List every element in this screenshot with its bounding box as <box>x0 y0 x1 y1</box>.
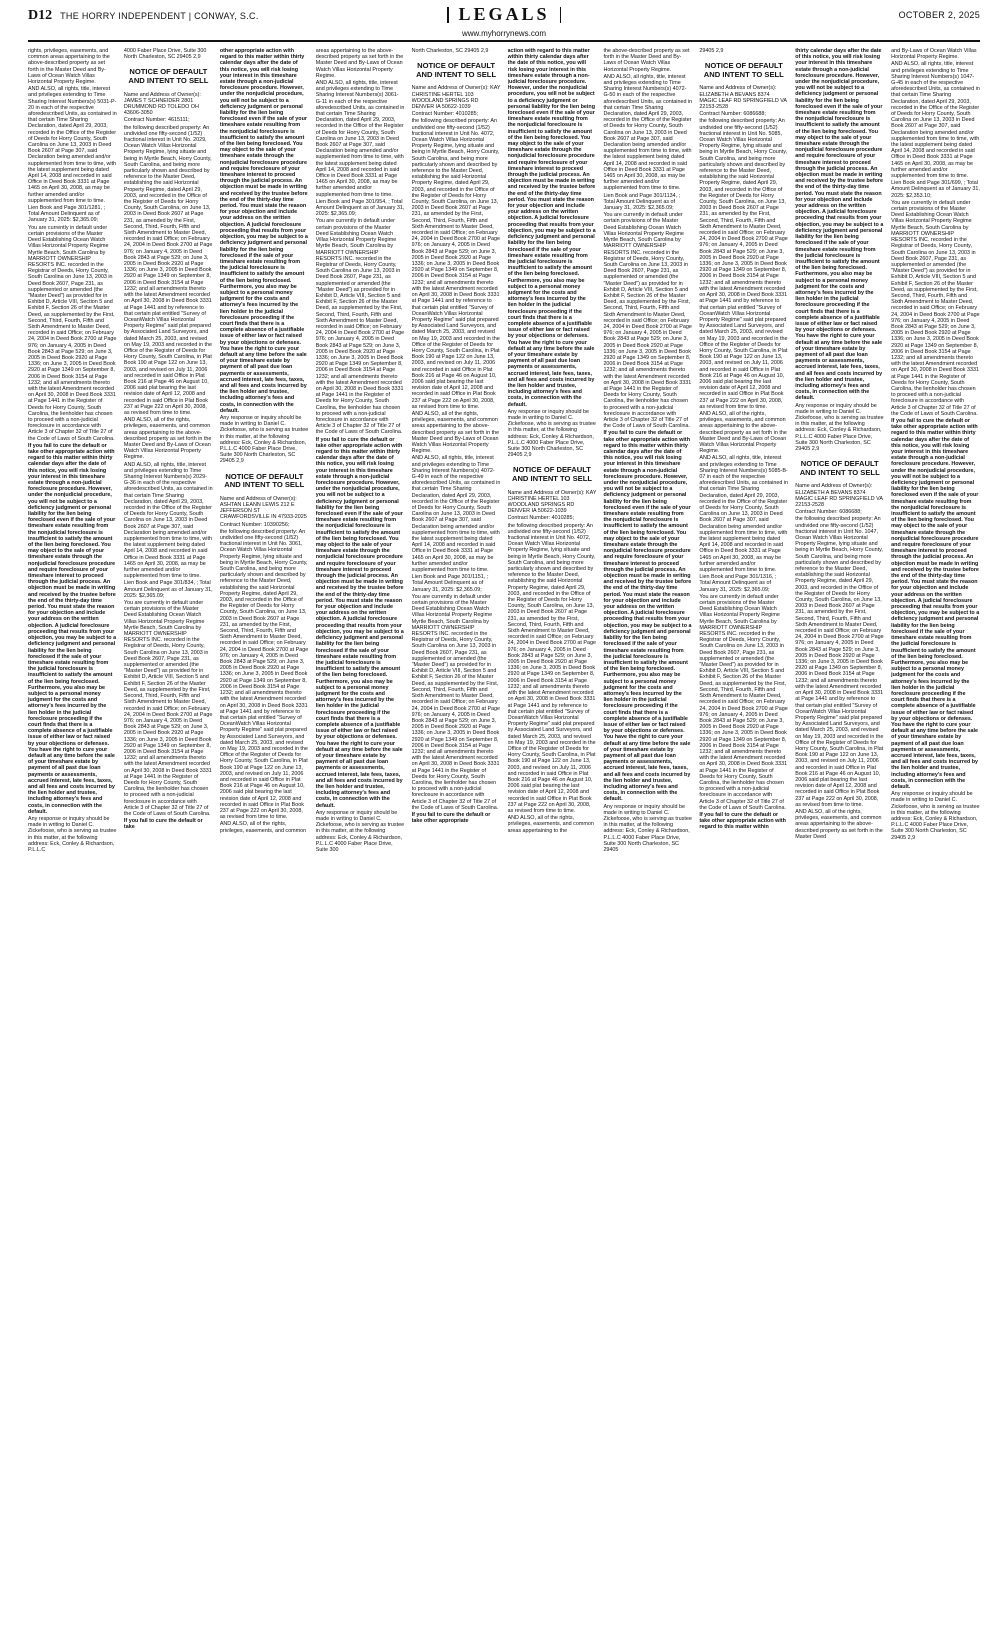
notice-warning-text: If you fail to cure the default or take other appropriate <box>411 811 491 825</box>
notice-paragraph: AND ALSO, all rights, title, interest and privileges extending to Time Sharing Interest Numbers(s) 4072-G-49 in each of the respective aforedescribed Units, as contained in that certain Time Sharing Declaration, dated April 29, 2003, recorded in the Office of the Register of Deeds for Horry County, South Carolina on June 13, 2003 in Deed Book 2607 at Page 307, said Declaration being amended and/or supplemented from time to time, with the latest supplement being dated April 14, 2008 and recorded in said Office in Deed Book 3331 at Page 1465 on April 30, 2008, as may be further amended and/or supplemented from time to time. <box>411 455 501 574</box>
notice-paragraph: Contract Number: 6086688; <box>699 111 766 118</box>
notice-paragraph: AND ALSO, all of the rights, privileges, easements, and common areas appertaining to the above-described property as set forth in the Master Deed <box>795 808 883 840</box>
notice-paragraph: Any response or inquiry should be made in writing to Daniel C. Zickefoose, who is serving as trustee in this matter, at the following address: Eck, Conley & Richardson, P.L.L.C 4000 Faber Place Drive, Suite 300 North Charleston, SC 29405 2,9 <box>219 414 309 465</box>
page-header <box>28 0 980 44</box>
notice-paragraph: Any response or inquiry should be made in writing to Daniel C. Zickefoose, who is serving as trustee in this matter, at the following address: Eck, Conley & Richardson, P.L.L.C 4000 Faber Place Drive, Suite 300 North Charleston, SC 29405 <box>603 803 692 853</box>
notice-paragraph: the following described property: An undivided one fifty-second (1/52) fractional interest in Unit No. 4072, Ocean Watch Villas Horizontal Property Regime, lying situate and being in Myrtle Beach, Horry County, South Carolina, and being more particularly shown and described by reference to the Master Deed, establishing the said Horizontal Property Regime, dated April 29, 2003, and recorded in the Office of the Register of Deeds for Horry County, South Carolina, on June 13, 2003 in Deed Book 2607 at Page 231, as amended by the First, Second, Third, Fourth, Fifth and Sixth Amendment to Master Deed, recorded in said Office; on February 24, 2004 in Deed Book 2700 at Page 976; on January 4, 2005 in Deed Book 2843 at Page 529; on June 3, 2005 in Deed Book 2920 at Page 1336; on June 3, 2005 in Deed Book 2920 at Page 1349 on September 8, 2006 in Deed Book 3154 at Page 1232; and all amendments thereto with the latest Amendment recorded on April 30, 2008 in Deed Book 3331 at Page 1441 and by reference to that certain plat entitled "Survey of OceanWatch Villas Horizontal Property Regime" said plat prepared by Associated Land Surveyors, and dated March 25, 2003, and revised on May 19, 2003 and recorded in the Office of the Register of Deeds for Horry County, South Carolina, in Plat Book 190 at Page 122 on June 13, 2003, and revised on July 11, 2006 and recorded in said Office in Plat Book 216 at Page 46 on August 10, 2006 said plat bearing the last revision date of April 12, 2008 and recorded in said Office in Plat Book 237 at Page 222 on April 30, 2008, as revised from time to time. <box>507 522 596 814</box>
notice-column-1 <box>28 48 117 1628</box>
page-number: D12 <box>28 8 53 23</box>
notice-paragraph: You are currently in default under certain provisions of the Master Deed Establishing Ocean Watch Villas Horizontal Property Regime Myrtle Beach, South Carolina by MARRIOTT OWNERSHIP RESORTS INC. recorded in the Registrar of Deeds, Horry County, South Carolina on June 13, 2003 in Deed Book 2607, Page 231, as supplemented or amended (the "Master Deed") as provided for in Exhibit D, Article VIII, Section 5 and Exhibit F, Section 26 of the Master Deed, as supplemented by the First, Second, Third, Fourth, Fifth and Sixth Amendment to Master Deed, recorded in said Office; on February 24, 2004 in Deed Book 2700 at Page 976; on January 4, 2005 in Deed Book 2843 at Page 529; on June 3, 2005 in Deed Book 2920 at Page 1336; on June 3, 2005 in Deed Book 2920 at Page 1349 on September 8, 2006 in Deed Book 3154 at Page 1232; and all amendments thereto with the latest Amendment recorded on April 30, 2008 in Deed Book 3331 at Page 1441 in the Register of Deeds for Horry County, South Carolina, the lienholder has chosen to proceed with a non-judicial foreclosure in accordance with Article 3 of Chapter 32 of Title 27 of the Code of Laws of South Carolina. <box>123 600 213 817</box>
notice-warning-text: If you fail to cure the default or take other appropriate action with regard to this matter within <box>699 811 786 831</box>
notice-paragraph: AND ALSO, all of the rights, privileges, easements, and common areas appertaining to the above-described property as set forth in the Master Deed and By-Laws of Ocean Watch Villas Horizontal Property Regime. <box>699 410 787 455</box>
notice-column-3 <box>220 48 309 1628</box>
notice-heading: NOTICE OF DEFAULT AND INTENT TO SELL <box>799 459 880 477</box>
section-bar-right <box>560 7 562 23</box>
section-label: LEGALS <box>458 4 550 24</box>
notice-paragraph: the above-described property as set forth in the Master Deed and By-Laws of Ocean Watch Villas Horizontal Property Regime. <box>603 48 690 73</box>
notice-paragraph: You are currently in default under certain provisions of the Master Deed Establishing Ocean Watch Villas Horizontal Property Regime Myrtle Beach, South Carolina by MARRIOTT OWNERSHIP RESORTS INC. recorded in the Registrar of Deeds, Horry County, South Carolina on June 13, 2003 in Deed Book 2607, Page 231, as supplemented or amended (the "Master Deed") as provided for in Exhibit D, Article VIII, Section 5 and Exhibit F, Section 26 of the Master Deed, as supplemented by the First, Second, Third, Fourth, Fifth and Sixth Amendment to Master Deed, recorded in said Office; on February 24, 2004 in Deed Book 2700 at Page 976; on January 4, 2005 in Deed Book 2843 at Page 529; on June 3, 2005 in Deed Book 2920 at Page 1336; on June 3, 2005 in Deed Book 2920 at Page 1349 on September 8, 2006 in Deed Book 3154 at Page 1232; and all amendments thereto with the latest Amendment recorded on April 30, 2008 in Deed Book 3331 at Page 1441 in the Register of Deeds for Horry County, South Carolina, the lienholder has chosen to proceed with a non-judicial foreclosure in accordance with Article 3 of Chapter 32 of Title 27 of the Code of Laws of South Carolina. <box>699 593 788 811</box>
notice-paragraph: Lien Book and Page 301/1281, ; Total Amount Delinquent as of January 31, 2025: $2,365.09; <box>28 205 106 224</box>
notice-paragraph: the following described property: An undivided one fifty-second (1/52) fractional interest in Unit No. 2029, Ocean Watch Villas Horizontal Property Regime, lying situate and being in Myrtle Beach, Horry County, South Carolina, and being more particularly shown and described by reference to the Master Deed, establishing the said Horizontal Property Regime, dated April 29, 2003, and recorded in the Office of the Register of Deeds for Horry County, South Carolina, on June 13, 2003 in Deed Book 2607 at Page 231, as amended by the First, Second, Third, Fourth, Fifth and Sixth Amendment to Master Deed, recorded in said Office; on February 24, 2004 in Deed Book 2700 at Page 976; on January 4, 2005 in Deed Book 2843 at Page 529; on June 3, 2005 in Deed Book 2920 at Page 1336; on June 3, 2005 in Deed Book 2920 at Page 1349 on September 8, 2006 in Deed Book 3154 at Page 1232; and all amendments thereto with the latest Amendment recorded on April 30, 2008 in Deed Book 3331 at Page 1441 and by reference to that certain plat entitled "Survey of OceanWatch Villas Horizontal Property Regime" said plat prepared by Associated Land Surveyors, and dated March 25, 2003, and revised on May 19, 2003 and recorded in the Office of the Register of Deeds for Horry County, South Carolina, in Plat Book 190 at Page 122 on June 13, 2003, and revised on July 11, 2006 and recorded in said Office in Plat Book 216 at Page 46 on August 10, 2006 said plat bearing the last revision date of April 12, 2008 and recorded in said Office in Plat Book 237 at Page 222 on April 30, 2008, as revised from time to time. <box>123 124 213 416</box>
notice-paragraph: AND ALSO, all of the rights, privileges, easements, and common areas appertaining to the above-described property as set forth in the Master Deed and By-Laws of Ocean Watch Villas Horizontal Property Regime. <box>411 410 500 455</box>
notice-paragraph: Lien Book and Page 301/834, ; Total Amount Delinquent as of January 31, 2025: $2,365.09; <box>123 580 213 599</box>
notice-paragraph: Name and Address of Owner(s): KAY CHRISTINE HERTEL 103 WOODLAND SPRINGS RD DENVER IA 50622-1039 <box>411 85 501 110</box>
section-title <box>447 4 561 25</box>
notice-paragraph: AND ALSO, all rights, title, interest and privileges extending to Time Sharing Interest Numbers(s) 3061-G-11 in each of the respective aforedescribed Units, as contained in that certain Time Sharing Declaration, dated April 29, 2003, recorded in the Office of the Register of Deeds for Horry County, South Carolina on June 13, 2003 in Deed Book 2607 at Page 307, said Declaration being amended and/or supplemented from time to time, with the latest supplement being dated April 14, 2008 and recorded in said Office in Deed Book 3331 at Page 1465 on April 30, 2008, as may be further amended and/or supplemented from time to time. <box>315 80 405 198</box>
notice-paragraph: 29405 2,9 <box>699 48 724 54</box>
notice-paragraph: Lien Book and Page 301/954, ; Total Amount Delinquent as of January 31, 2025: $2,365.09; <box>315 198 405 218</box>
notice-warning-text: If you fail to cure the default or take other appropriate action with regard to this matter within thirty calendar days after the date of this notice, you will risk losing your interest in this timeshare estate through a non-judicial foreclosure procedure. However, under the nonjudicial procedure, you will not be subject to a deficiency judgment or personal liability for the lien being foreclosed even if the sale of your timeshare estate resulting from the nonjudicial foreclosure is insufficient to satisfy the amount of the lien being foreclosed. You may object to the sale of your timeshare estate through the nonjudicial foreclosure procedure and require foreclosure of your timeshare interest to proceed through the judicial process. An objection must be made in writing and received by the trustee before the end of the thirty-day time period. You must state the reason for your objection and include your address on the written objection. A judicial foreclosure proceeding that results from your objection, you may be subject to a deficiency judgment and personal liability for the lien being foreclosed if the sale of your timeshare estate resulting from the judicial foreclosure is insufficient to satisfy the amount of the lien being foreclosed. Furthermore, you also may be subject to a personal money judgment for the costs and attorney's fees incurred by the lien holder in the judicial foreclosure proceeding if the court finds that there is a complete absence of a justifiable issue of either law or fact raised by your objections or defenses. You have the right to cure your default at any time before the sale of your timeshare estate by payment of all past due loan payments or assessments, accrued interest, late fees, taxes, and all fees and costs incurred by the lien holder and trustee, including attorney's fees and costs, in connection with the default. <box>28 442 117 815</box>
notice-paragraph: AND ALSO, all of the rights, privileges, easements, and common areas appertaining to the <box>507 815 594 834</box>
notice-paragraph: the following described property: An undivided one fifty-second (1/52) fractional interest in Unit No. 4072, Ocean Watch Villas Horizontal Property Regime, lying situate and being in Myrtle Beach, Horry County, South Carolina, and being more particularly shown and described by reference to the Master Deed, establishing the said Horizontal Property Regime, dated April 29, 2003, and recorded in the Office of the Register of Deeds for Horry County, South Carolina, on June 13, 2003 in Deed Book 2607 at Page 231, as amended by the First, Second, Third, Fourth, Fifth and Sixth Amendment to Master Deed, recorded in said Office; on February 24, 2004 in Deed Book 2700 at Page 976; on January 4, 2005 in Deed Book 2843 at Page 529; on June 3, 2005 in Deed Book 2920 at Page 1336; on June 3, 2005 in Deed Book 2920 at Page 1349 on September 8, 2006 in Deed Book 3154 at Page 1232; and all amendments thereto with the latest Amendment recorded on April 30, 2008 in Deed Book 3331 at Page 1441 and by reference to that certain plat entitled "Survey of OceanWatch Villas Horizontal Property Regime" said plat prepared by Associated Land Surveyors, and dated March 25, 2003, and revised on May 19, 2003 and recorded in the Office of the Register of Deeds for Horry County, South Carolina, in Plat Book 190 at Page 122 on June 13, 2003, and revised on July 11, 2006 and recorded in said Office in Plat Book 216 at Page 46 on August 10, 2006 said plat bearing the last revision date of April 12, 2008 and recorded in said Office in Plat Book 237 at Page 222 on April 30, 2008, as revised from time to time. <box>411 118 501 410</box>
notice-paragraph: Lien Book and Page 301/1151, ; Total Amount Delinquent as of January 31, 2025: $2,365.09; <box>411 574 489 593</box>
notice-paragraph: Name and Address of Owner(s): ASHTAN LEANN LEWIS 212 E JEFFERSON ST CRAWFORDSVILLE IN 47933-2025 <box>219 495 307 521</box>
notice-warning-text: If you fail to cure the default or take other appropriate action with regard to this matter within thirty calendar days after the date of this notice, you will risk losing your interest in this timeshare estate through a non-judicial foreclosure procedure. However, under the nonjudicial procedure, you will not be subject to a deficiency judgment or personal liability for the lien being foreclosed even if the sale of your timeshare estate resulting from the nonjudicial foreclosure is insufficient to satisfy the amount of the lien being foreclosed. You may object to the sale of your timeshare estate through the nonjudicial foreclosure procedure and require foreclosure of your timeshare interest to proceed through the judicial process. An objection must be made in writing and received by the trustee before the end of the thirty-day time period. You must state the reason for your objection and include your address on the written objection. A judicial foreclosure proceeding that results from your objection, you may be subject to a deficiency judgment and personal liability for the lien being foreclosed if the sale of your timeshare estate resulting from the judicial foreclosure is insufficient to satisfy the amount of the lien being foreclosed. Furthermore, you also may be subject to a personal money judgment for the costs and attorney's fees incurred by the lien holder in the judicial foreclosure proceeding if the court finds that there is a complete absence of a justifiable issue of either law or fact raised by your objections or defenses. You have the right to cure your default at any time before the sale of your timeshare estate by payment of all past due loan payments or assessments, accrued interest, late fees, taxes, and all fees and costs incurred by the lien holder and trustee, including attorney's fees and costs, in connection with the default. <box>603 430 692 803</box>
paper-name: THE HORRY INDEPENDENT | CONWAY, S.C. <box>60 11 259 21</box>
notice-paragraph: AND ALSO, all rights, title, interest and privileges extending to Time Sharing Interest Numbers(s) 4072-G-50 in each of the respective aforedescribed Units, as contained in that certain Time Sharing Declaration, dated April 29, 2003, recorded in the Office of the Register of Deeds for Horry County, South Carolina on June 13, 2003 in Deed Book 2607 at Page 307, said Declaration being amended and/or supplemented from time to time, with the latest supplement being dated April 14, 2008 and recorded in said Office in Deed Book 3331 at Page 1465 on April 30, 2008, as may be further amended and/or supplemented from time to time. <box>603 73 693 192</box>
notice-paragraph: areas appertaining to the above-described property as set forth in the Master Deed and By-Laws of Ocean Watch Villas Horizontal Property Regime. <box>315 48 404 79</box>
notice-paragraph: Any response or inquiry should be made in writing to Daniel C. Zickefoose, who is serving as trustee in this matter, at the following address: Eck, Conley & Richardson, P.L.L.C <box>28 815 117 853</box>
notice-paragraph: Contract Number: 4010285; <box>507 515 575 522</box>
notice-paragraph: Name and Address of Owner(s): ELIZABETH A BEVANS 8374 MAGIC LEAF RD SPRINGFIELD VA 22153-2528 <box>699 85 787 110</box>
legal-columns <box>28 48 980 1628</box>
notice-warning-text: If you fail to cure the default or take other appropriate action with regard to this matter within thirty calendar days after the date of this notice, you will risk losing your interest in this timeshare estate through a non-judicial foreclosure procedure. However, under the nonjudicial procedure, you will not be subject to a deficiency judgment or personal liability for the lien being foreclosed even if the sale of your timeshare estate resulting from the nonjudicial foreclosure is insufficient to satisfy the amount of the lien being foreclosed. You may object to the sale of your timeshare estate through the nonjudicial foreclosure procedure and require foreclosure of your timeshare interest to proceed through the judicial process. An objection must be made in writing and received by the trustee before the end of the thirty-day time period. You must state the reason for your objection and include your address on the written objection. A judicial foreclosure proceeding that results from your objection, you may be subject to a deficiency judgment and personal liability for the lien being foreclosed if the sale of your timeshare estate resulting from the judicial foreclosure is insufficient to satisfy the amount of the lien being foreclosed. Furthermore, you also may be subject to a personal money judgment for the costs and attorney's fees incurred by the lien holder in the judicial foreclosure proceeding if the court finds that there is a complete absence of a justifiable issue of either law or fact raised by your objections or defenses. You have the right to cure your default at any time before the sale of your timeshare estate by payment of all past due loan payments or assessments, accrued interest, late fees, taxes, and all fees and costs incurred by the lien holder and trustee, including attorney's fees and costs, in connection with the default. <box>315 436 404 809</box>
section-bar-left <box>447 7 449 23</box>
notice-paragraph: AND ALSO, all rights, title, interest and privileges extending to Time Sharing Interest Numbers(s) 5031-P-20 in each of the respective aforedescribed Units, as contained in that certain Time Sharing Declaration, dated April 29, 2003, recorded in the Office of the Register of Deeds for Horry County, South Carolina on June 13, 2003 in Deed Book 2607 at Page 307, said Declaration being amended and/or supplemented from time to time, with the latest supplement being dated April 14, 2008 and recorded in said Office in Deed Book 3331 at Page 1465 on April 30, 2008, as may be further amended and/or supplemented from time to time. <box>28 86 117 204</box>
notice-column-9 <box>795 48 884 1628</box>
notice-paragraph: Contract Number: 4615111; <box>123 117 190 124</box>
notice-paragraph: rights, privileges, easements, and common areas appertaining to the above-described property as set forth in the Master Deed and By-Laws of Ocean Watch Villas Horizontal Property Regime. <box>28 48 110 86</box>
header-left <box>28 8 259 24</box>
notice-paragraph: AND ALSO, all of the rights, privileges, easements, and common areas appertaining to the above-described property as set forth in the Master Deed and By-Laws of Ocean Watch Villas Horizontal Property Regime. <box>123 417 212 461</box>
notice-heading: NOTICE OF DEFAULT AND INTENT TO SELL <box>511 465 592 483</box>
notice-heading: NOTICE OF DEFAULT AND INTENT TO SELL <box>416 61 497 79</box>
notice-paragraph: and By-Laws of Ocean Watch Villas Horizontal Property Regime. <box>891 48 977 61</box>
notice-paragraph: AND ALSO, all rights, title, interest and privileges extending to Time Sharing Interest Numbers(s) 5085-B-07 in each of the respective aforedescribed Units, as contained in that certain Time Sharing Declaration, dated April 29, 2003, recorded in the Office of the Register of Deeds for Horry County, South Carolina on June 13, 2003 in Deed Book 2607 at Page 307, said Declaration being amended and/or supplemented from time to time, with the latest supplement being dated April 14, 2008 and recorded in said Office in Deed Book 3331 at Page 1465 on April 30, 2008, as may be further amended and/or supplemented from time to time. <box>699 455 789 574</box>
notice-paragraph: Name and Address of Owner(s): KAY CHRISTINE HERTEL 103 WOODLAND SPRINGS RD DENVER IA 50622-1039 <box>507 489 597 515</box>
notice-paragraph: Contract Number: 10390256; <box>219 521 290 528</box>
notice-column-7 <box>603 48 692 1628</box>
notice-column-6 <box>508 48 597 1628</box>
notice-paragraph: Any response or inquiry should be made in writing to Daniel C. Zickefoose, who is serving as trustee in this matter, at the following address: Eck, Conley & Richardson, P.L.L.C 4000 Faber Place Drive, Suite 300 North Charleston, SC 29405 2,9 <box>795 402 884 452</box>
notice-column-4 <box>316 48 405 1628</box>
notice-warning-text: other appropriate action with regard to this matter within thirty calendar days after the date of this notice, you will risk losing your interest in this timeshare estate through a non-judicial foreclosure procedure. However, under the nonjudicial procedure, you will not be subject to a deficiency judgment or personal liability for the lien being foreclosed even if the sale of your timeshare estate resulting from the nonjudicial foreclosure is insufficient to satisfy the amount of the lien being foreclosed. You may object to the sale of your timeshare estate through the nonjudicial foreclosure procedure and require foreclosure of your timeshare interest to proceed through the judicial process. An objection must be made in writing and received by the trustee before the end of the thirty-day time period. You must state the reason for your objection and include your address on the written objection. A judicial foreclosure proceeding that results from your objection, you may be subject to a deficiency judgment and personal liability for the lien being foreclosed if the sale of your timeshare estate resulting from the judicial foreclosure is insufficient to satisfy the amount of the lien being foreclosed. Furthermore, you also may be subject to a personal money judgment for the costs and attorney's fees incurred by the lien holder in the judicial foreclosure proceeding if the court finds that there is a complete absence of a justifiable issue of either law or fact raised by your objections or defenses. You have the right to cure your default at any time before the sale of your timeshare estate by payment of all past due loan payments or assessments, accrued interest, late fees, taxes, and all fees and costs incurred by the lien holder and trustee, including attorney's fees and costs, in connection with the default. <box>219 48 308 414</box>
notice-paragraph: the following described property: An undivided one fifty-second (1/52) fractional interest in Unit No. 3061, Ocean Watch Villas Horizontal Property Regime, lying situate and being in Myrtle Beach, Horry County, South Carolina, and being more particularly shown and described by reference to the Master Deed, establishing the said Horizontal Property Regime, dated April 29, 2003, and recorded in the Office of the Register of Deeds for Horry County, South Carolina, on June 13, 2003 in Deed Book 2607 at Page 231, as amended by the First, Second, Third, Fourth, Fifth and Sixth Amendment to Master Deed, recorded in said Office; on February 24, 2004 in Deed Book 2700 at Page 976; on January 4, 2005 in Deed Book 2843 at Page 529; on June 3, 2005 in Deed Book 2920 at Page 1336; on June 3, 2005 in Deed Book 2920 at Page 1349 on September 8, 2006 in Deed Book 3154 at Page 1232; and all amendments thereto with the latest Amendment recorded on April 30, 2008 in Deed Book 3331 at Page 1441 and by reference to that certain plat entitled "Survey of OceanWatch Villas Horizontal Property Regime" said plat prepared by Associated Land Surveyors, and dated March 25, 2003, and revised on May 19, 2003 and recorded in the Office of the Register of Deeds for Horry County, South Carolina, in Plat Book 190 at Page 122 on June 13, 2003, and revised on July 11, 2006 and recorded in said Office in Plat Book 216 at Page 46 on August 10, 2006 said plat bearing the last revision date of April 12, 2008 and recorded in said Office in Plat Book 237 at Page 222 on April 30, 2008, as revised from time to time. <box>219 528 309 821</box>
notice-warning-text: thirty calendar days after the date of this notice, you will risk losing your interest in this timeshare estate through a non-judicial foreclosure procedure. However, under the nonjudicial procedure, you will not be subject to a deficiency judgment or personal liability for the lien being foreclosed even if the sale of your timeshare estate resulting from the nonjudicial foreclosure is insufficient to satisfy the amount of the lien being foreclosed. You may object to the sale of your timeshare estate through the nonjudicial foreclosure procedure and require foreclosure of your timeshare interest to proceed through the judicial process. An objection must be made in writing and received by the trustee before the end of the thirty-day time period. You must state the reason for your objection and include your address on the written objection. A judicial foreclosure proceeding that results from your objection, you may be subject to a deficiency judgment and personal liability for the lien being foreclosed if the sale of your timeshare estate resulting from the judicial foreclosure is insufficient to satisfy the amount of the lien being foreclosed. Furthermore, you also may be subject to a personal money judgment for the costs and attorney's fees incurred by the lien holder in the judicial foreclosure proceeding if the court finds that there is a complete absence of a justifiable issue of either law or fact raised by your objections or defenses. You have the right to cure your default at any time before the sale of your timeshare estate by payment of all past due loan payments or assessments, accrued interest, late fees, taxes, and all fees and costs incurred by the lien holder and trustee, including attorney's fees and costs, in connection with the default. <box>795 48 884 402</box>
header-rule <box>28 40 980 42</box>
notice-paragraph: Lien Book and Page 301/1316, ; Total Amount Delinquent as of January 31, 2025: $2,365.09; <box>699 574 777 593</box>
notice-column-8 <box>699 48 788 1628</box>
notice-column-5 <box>412 48 501 1628</box>
notice-paragraph: AND ALSO, all rights, title, interest and privileges extending to Time Sharing Interest Numbers(s) 1047-G-45 in each of the respective aforedescribed Units, as contained in that certain Time Sharing Declaration, dated April 29, 2003, recorded in the Office of the Register of Deeds for Horry County, South Carolina on June 13, 2003 in Deed Book 2607 at Page 307, said Declaration being amended and/or supplemented from time to time, with the latest supplement being dated April 14, 2008 and recorded in said Office in Deed Book 3331 at Page 1465 on April 30, 2008, as may be further amended and/or supplemented from time to time. <box>891 61 980 180</box>
notice-heading: NOTICE OF DEFAULT AND INTENT TO SELL <box>703 61 784 79</box>
notice-paragraph: Contract Number: 4010285; <box>411 111 479 118</box>
notice-paragraph: You are currently in default under certain provisions of the Master Deed Establishing Ocean Watch Villas Horizontal Property Regime Myrtle Beach, South Carolina by MARRIOTT OWNERSHIP RESORTS INC. recorded in the Registrar of Deeds, Horry County, South Carolina on June 13, 2003 in Deed Book 2607, Page 231, as supplemented or amended (the "Master Deed") as provided for in Exhibit D, Article VIII, Section 5 and Exhibit F, Section 26 of the Master Deed, as supplemented by the First, Second, Third, Fourth, Fifth and Sixth Amendment to Master Deed, recorded in said Office; on February 24, 2004 in Deed Book 2700 at Page 976; on January 4, 2005 in Deed Book 2843 at Page 529; on June 3, 2005 in Deed Book 2920 at Page 1336; on June 3, 2005 in Deed Book 2920 at Page 1349 on September 8, 2006 in Deed Book 3154 at Page 1232; and all amendments thereto with the latest Amendment recorded on April 30, 2008 in Deed Book 3331 at Page 1441 in the Register of Deeds for Horry County, South Carolina, the lienholder has chosen to proceed with a non-judicial foreclosure in accordance with Article 3 of Chapter 32 of Title 27 of the Code of Laws of South Carolina. <box>891 199 980 417</box>
notice-paragraph: Lien Book and Page 301/1134, ; Total Amount Delinquent as of January 31, 2025: $2,365.09; <box>603 192 681 212</box>
notice-paragraph: Name and Address of Owner(s): JAMES T SCHNEIDER 2801 DRUMMOND RD TOLEDO OH 43606-3050 <box>123 91 201 117</box>
notice-heading: NOTICE OF DEFAULT AND INTENT TO SELL <box>128 67 209 85</box>
notice-paragraph: the following described property: An undivided one fifty-second (1/52) fractional interest in Unit No. 1047, Ocean Watch Villas Horizontal Property Regime, lying situate and being in Myrtle Beach, Horry County, South Carolina, and being more particularly shown and described by reference to the Master Deed, establishing the said Horizontal Property Regime, dated April 29, 2003, and recorded in the Office of the Register of Deeds for Horry County, South Carolina, on June 13, 2003 in Deed Book 2607 at Page 231, as amended by the First, Second, Third, Fourth, Fifth and Sixth Amendment to Master Deed, recorded in said Office; on February 24, 2004 in Deed Book 2700 at Page 976; on January 4, 2005 in Deed Book 2843 at Page 529; on June 3, 2005 in Deed Book 2920 at Page 1336; on June 3, 2005 in Deed Book 2920 at Page 1349 on September 8, 2006 in Deed Book 3154 at Page 1232; and all amendments thereto with the latest Amendment recorded on April 30, 2008 in Deed Book 3331 at Page 1441 and by reference to that certain plat entitled "Survey of OceanWatch Villas Horizontal Property Regime" said plat prepared by Associated Land Surveyors, and dated March 25, 2003, and revised on May 19, 2003 and recorded in the Office of the Register of Deeds for Horry County, South Carolina, in Plat Book 190 at Page 122 on June 13, 2003, and revised on July 11, 2006 and recorded in said Office in Plat Book 216 at Page 46 on August 10, 2006 said plat bearing the last revision date of April 12, 2008 and recorded in said Office in Plat Book 237 at Page 222 on April 30, 2008, as revised from time to time. <box>795 516 884 808</box>
notice-paragraph: You are currently in default under certain provisions of the Master Deed Establishing Ocean Watch Villas Horizontal Property Regime Myrtle Beach, South Carolina by MARRIOTT OWNERSHIP RESORTS INC. recorded in the Registrar of Deeds, Horry County, South Carolina on June 13, 2003 in Deed Book 2607, Page 231, as supplemented or amended (the "Master Deed") as provided for in Exhibit D, Article VIII, Section 5 and Exhibit F, Section 26 of the Master Deed, as supplemented by the First, Second, Third, Fourth, Fifth and Sixth Amendment to Master Deed, recorded in said Office; on February 24, 2004 in Deed Book 2700 at Page 976; on January 4, 2005 in Deed Book 2843 at Page 529; on June 3, 2005 in Deed Book 2920 at Page 1336; on June 3, 2005 in Deed Book 2920 at Page 1349 on September 8, 2006 in Deed Book 3154 at Page 1232; and all amendments thereto with the latest Amendment recorded on April 30, 2008 in Deed Book 3331 at Page 1441 in the Register of Deeds for Horry County, South Carolina, the lienholder has chosen to proceed with a non-judicial foreclosure in accordance with Article 3 of Chapter 32 of Title 27 of the Code of Laws of South Carolina. <box>411 593 501 811</box>
notice-paragraph: Any response or inquiry should be made in writing to Daniel C. Zickefoose, who is serving as trustee in this matter, at the following address: Eck, Conley & Richardson, P.L.L.C 4000 Faber Place Drive, Suite 300 <box>315 809 405 853</box>
notice-paragraph: Contract Number: 6086688; <box>795 509 862 516</box>
notice-paragraph: Any response or inquiry should be made in writing to Daniel C. Zickefoose, who is serving as trustee in this matter, at the following address: Eck, Conley & Richardson, P.L.L.C 4000 Faber Place Drive, Suite 300 North Charleston, SC 29405 2,9 <box>891 791 980 841</box>
notice-paragraph: AND ALSO, all of the rights, privileges, easements, and common <box>219 821 307 834</box>
notice-warning-text: If you fail to cure the default or take <box>123 818 203 831</box>
notice-paragraph: North Charleston, SC 29405 2,9 <box>411 48 489 54</box>
notice-paragraph: You are currently in default under certain provisions of the Master Deed Establishing Ocean Watch Villas Horizontal Property Regime Myrtle Beach, South Carolina by MARRIOTT OWNERSHIP RESORTS INC. recorded in the Registrar of Deeds, Horry County, South Carolina on June 13, 2003 in Deed Book 2607, Page 231, as supplemented or amended (the "Master Deed") as provided for in Exhibit D, Article VIII, Section 5 and Exhibit F, Section 26 of the Master Deed, as supplemented by the First, Second, Third, Fourth, Fifth and Sixth Amendment to Master Deed, recorded in said Office; on February 24, 2004 in Deed Book 2700 at Page 976; on January 4, 2005 in Deed Book 2843 at Page 529; on June 3, 2005 in Deed Book 2920 at Page 1336; on June 3, 2005 in Deed Book 2920 at Page 1349 on September 8, 2006 in Deed Book 3154 at Page 1232; and all amendments thereto with the latest Amendment recorded on April 30, 2008 in Deed Book 3331 at Page 1441 in the Register of Deeds for Horry County, South Carolina, the lienholder has chosen to proceed with a non-judicial foreclosure in accordance with Article 3 of Chapter 32 of Title 27 of the Code of Laws of South Carolina. <box>603 212 692 430</box>
notice-paragraph: You are currently in default under certain provisions of the Master Deed Establishing Ocean Watch Villas Horizontal Property Regime Myrtle Beach, South Carolina by MARRIOTT OWNERSHIP RESORTS INC. recorded in the Registrar of Deeds, Horry County, South Carolina on June 13, 2003 in Deed Book 2607, Page 231, as supplemented or amended (the "Master Deed") as provided for in Exhibit D, Article VIII, Section 5 and Exhibit F, Section 26 of the Master Deed, as supplemented by the First, Second, Third, Fourth, Fifth and Sixth Amendment to Master Deed, recorded in said Office; on February 24, 2004 in Deed Book 2700 at Page 976; on January 4, 2005 in Deed Book 2843 at Page 529; on June 3, 2005 in Deed Book 2920 at Page 1336; on June 3, 2005 in Deed Book 2920 at Page 1349 on September 8, 2006 in Deed Book 3154 at Page 1232; and all amendments thereto with the latest Amendment recorded on April 30, 2008 in Deed Book 3331 at Page 1441 in the Register of Deeds for Horry County, South Carolina, the lienholder has chosen to proceed with a non-judicial foreclosure in accordance with Article 3 of Chapter 32 of Title 27 of the Code of Laws of South Carolina. <box>315 218 405 436</box>
notice-paragraph: Name and Address of Owner(s): ELIZABETH A BEVANS 8374 MAGIC LEAF RD SPRINGFIELD VA 22153-2528 <box>795 483 883 508</box>
notice-warning-text: If you fail to cure the default or take other appropriate action with regard to this matter within thirty calendar days after the date of this notice, you will risk losing your interest in this timeshare estate through a non-judicial foreclosure procedure. However, under the nonjudicial procedure, you will not be subject to a deficiency judgment or personal liability for the lien being foreclosed even if the sale of your timeshare estate resulting from the nonjudicial foreclosure is insufficient to satisfy the amount of the lien being foreclosed. You may object to the sale of your timeshare estate through the nonjudicial foreclosure procedure and require foreclosure of your timeshare interest to proceed through the judicial process. An objection must be made in writing and received by the trustee before the end of the thirty-day time period. You must state the reason for your objection and include your address on the written objection. A judicial foreclosure proceeding that results from your objection, you may be subject to a deficiency judgment and personal liability for the lien being foreclosed if the sale of your timeshare estate resulting from the judicial foreclosure is insufficient to satisfy the amount of the lien being foreclosed. Furthermore, you also may be subject to a personal money judgment for the costs and attorney's fees incurred by the lien holder in the judicial foreclosure proceeding if the court finds that there is a complete absence of a justifiable issue of either law or fact raised by your objections or defenses. You have the right to cure your default at any time before the sale of your timeshare estate by payment of all past due loan payments or assessments, accrued interest, late fees, taxes, and all fees and costs incurred by the lien holder and trustee, including attorney's fees and costs, in connection with the default. <box>891 417 980 790</box>
notice-paragraph: You are currently in default under certain provisions of the Master Deed Establishing Ocean Watch Villas Horizontal Property Regime Myrtle Beach, South Carolina by MARRIOTT OWNERSHIP RESORTS INC. recorded in the Registrar of Deeds, Horry County, South Carolina on June 13, 2003 in Deed Book 2607, Page 231, as supplemented or amended (the "Master Deed") as provided for in Exhibit D, Article VIII, Section 5 and Exhibit F, Section 26 of the Master Deed, as supplemented by the First, Second, Third, Fourth, Fifth and Sixth Amendment to Master Deed, recorded in said Office; on February 24, 2004 in Deed Book 2700 at Page 976; on January 4, 2005 in Deed Book 2843 at Page 529; on June 3, 2005 in Deed Book 2920 at Page 1336; on June 3, 2005 in Deed Book 2920 at Page 1349 on September 8, 2006 in Deed Book 3154 at Page 1232; and all amendments thereto with the latest Amendment recorded on April 30, 2008 in Deed Book 3331 at Page 1441 in the Register of Deeds for Horry County, South Carolina, the lienholder has chosen to proceed with a non-judicial foreclosure in accordance with Article 3 of Chapter 32 of Title 27 of the Code of Laws of South Carolina. <box>28 224 117 442</box>
notice-paragraph: AND ALSO, all rights, title, interest and privileges extending to Time Sharing Interest Numbers(s) 2029-G-36 in each of the respective aforedescribed Units, as contained in that certain Time Sharing Declaration, dated April 29, 2003, recorded in the Office of the Register of Deeds for Horry County, South Carolina on June 13, 2003 in Deed Book 2607 at Page 307, said Declaration being amended and/or supplemented from time to time, with the latest supplement being dated April 14, 2008 and recorded in said Office in Deed Book 3331 at Page 1465 on April 30, 2008, as may be further amended and/or supplemented from time to time. <box>123 461 213 580</box>
notice-paragraph: 4000 Faber Place Drive, Suite 300 North Charleston, SC 29405 2,9 <box>123 48 207 61</box>
website-url[interactable]: www.myhorrynews.com <box>461 29 547 38</box>
notice-paragraph: the following described property: An undivided one fifty-second (1/52) fractional interest in Unit No. 5085, Ocean Watch Villas Horizontal Property Regime, lying situate and being in Myrtle Beach, Horry County, South Carolina, and being more particularly shown and described by reference to the Master Deed, establishing the said Horizontal Property Regime, dated April 29, 2003, and recorded in the Office of the Register of Deeds for Horry County, South Carolina, on June 13, 2003 in Deed Book 2607 at Page 231, as amended by the First, Second, Third, Fourth, Fifth and Sixth Amendment to Master Deed, recorded in said Office; on February 24, 2004 in Deed Book 2700 at Page 976; on January 4, 2005 in Deed Book 2843 at Page 529; on June 3, 2005 in Deed Book 2920 at Page 1336; on June 3, 2005 in Deed Book 2920 at Page 1349 on September 8, 2006 in Deed Book 3154 at Page 1232; and all amendments thereto with the latest Amendment recorded on April 30, 2008 in Deed Book 3331 at Page 1441 and by reference to that certain plat entitled "Survey of OceanWatch Villas Horizontal Property Regime" said plat prepared by Associated Land Surveyors, and dated March 25, 2003, and revised on May 19, 2003 and recorded in the Office of the Register of Deeds for Horry County, South Carolina, in Plat Book 190 at Page 122 on June 13, 2003, and revised on July 11, 2006 and recorded in said Office in Plat Book 216 at Page 46 on August 10, 2006 said plat bearing the last revision date of April 12, 2008 and recorded in said Office in Plat Book 237 at Page 222 on April 30, 2008, as revised from time to time. <box>699 118 788 410</box>
notice-warning-text: action with regard to this matter within thirty calendar days after the date of this notice, you will risk losing your interest in this timeshare estate through a non-judicial foreclosure procedure. However, under the nonjudicial procedure, you will not be subject to a deficiency judgment or personal liability for the lien being foreclosed even if the sale of your timeshare estate resulting from the nonjudicial foreclosure is insufficient to satisfy the amount of the lien being foreclosed. You may object to the sale of your timeshare estate through the nonjudicial foreclosure procedure and require foreclosure of your timeshare interest to proceed through the judicial process. An objection must be made in writing and received by the trustee before the end of the thirty-day time period. You must state the reason for your objection and include your address on the written objection. A judicial foreclosure proceeding that results from your objection, you may be subject to a deficiency judgment and personal liability for the lien being foreclosed if the sale of your timeshare estate resulting from the judicial foreclosure is insufficient to satisfy the amount of the lien being foreclosed. Furthermore, you also may be subject to a personal money judgment for the costs and attorney's fees incurred by the lien holder in the judicial foreclosure proceeding if the court finds that there is a complete absence of a justifiable issue of either law or fact raised by your objections or defenses. You have the right to cure your default at any time before the sale of your timeshare estate by payment of all past due loan payments or assessments, accrued interest, late fees, taxes, and all fees and costs incurred by the lien holder and trustee, including attorney's fees and costs, in connection with the default. <box>507 48 596 408</box>
notice-column-10 <box>891 48 980 1628</box>
notice-paragraph: Any response or inquiry should be made in writing to Daniel C. Zickefoose, who is serving as trustee in this matter, at the following address: Eck, Conley & Richardson, P.L.L.C 4000 Faber Place Drive, Suite 300 North Charleston, SC 29405 2,9 <box>507 408 596 459</box>
notice-paragraph: Lien Book and Page 301/699, ; Total Amount Delinquent as of January 31, 2025: $2,353.10; <box>891 180 980 199</box>
notice-heading: NOTICE OF DEFAULT AND INTENT TO SELL <box>224 471 305 490</box>
notice-column-2 <box>124 48 213 1628</box>
issue-date: OCTOBER 2, 2025 <box>898 10 980 20</box>
